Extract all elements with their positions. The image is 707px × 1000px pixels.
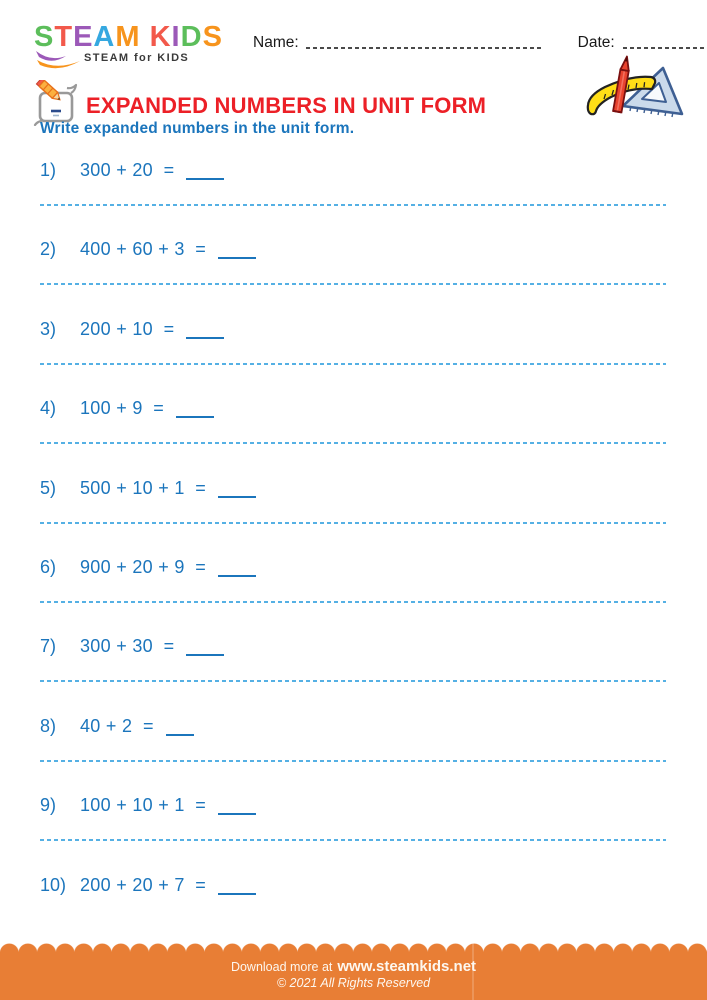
problem-expression: 300 + 30 = [80, 636, 175, 657]
problem-block [40, 237, 666, 316]
steam-kids-logo [34, 22, 223, 76]
problem-expression: 200 + 20 + 7 = [80, 874, 207, 895]
answer-blank[interactable] [218, 575, 256, 577]
copyright-text: © 2021 All Rights Reserved [276, 976, 431, 990]
problem-number: 2) [40, 239, 57, 260]
download-text: Download more at [230, 960, 333, 974]
dashed-separator [40, 601, 666, 603]
problem-block [40, 396, 666, 475]
website-link[interactable]: www.steamkids.net [337, 958, 477, 975]
name-fill-line[interactable] [306, 47, 542, 49]
problem-expression: 100 + 9 = [80, 398, 165, 419]
dashed-separator [40, 839, 666, 841]
answer-blank[interactable] [186, 654, 224, 656]
problem-number: 10) [40, 874, 67, 895]
page-title: EXPANDED NUMBERS IN UNIT FORM [86, 92, 487, 118]
footer-seam-line [472, 943, 474, 1000]
logo-letter: I [171, 21, 181, 53]
problem-block [40, 634, 666, 713]
problem-block [40, 873, 666, 952]
problem-number: 1) [40, 160, 57, 180]
problem-row [40, 476, 666, 500]
problem-block [40, 476, 666, 555]
problem-number: 4) [40, 398, 57, 419]
date-fill-line[interactable] [623, 47, 704, 49]
ruler-set-square-illustration [583, 50, 701, 141]
logo-wordmark [34, 22, 223, 52]
answer-blank[interactable] [218, 813, 256, 815]
logo-letter: M [115, 21, 141, 53]
answer-blank[interactable] [186, 337, 224, 339]
footer-scallop-edge [0, 943, 707, 953]
problem-row [40, 317, 666, 341]
dashed-separator [40, 283, 666, 285]
logo-letter: E [73, 21, 94, 53]
problem-number: 6) [40, 556, 57, 577]
problem-row [40, 237, 666, 261]
logo-tagline: STEAM for KIDS [84, 52, 190, 64]
problem-row [40, 793, 666, 817]
logo-letter: K [149, 21, 172, 53]
answer-blank[interactable] [218, 496, 256, 498]
dashed-separator [40, 204, 666, 206]
logo-letter: S [202, 21, 223, 53]
problem-expression: 300 + 20 = [80, 160, 175, 180]
problem-row [40, 634, 666, 658]
dashed-separator [40, 522, 666, 524]
answer-blank[interactable] [218, 893, 256, 895]
problem-block [40, 555, 666, 634]
problem-number: 7) [40, 636, 57, 657]
logo-letter: S [34, 21, 55, 53]
answer-blank[interactable] [218, 257, 256, 259]
footer-band [0, 952, 707, 1000]
dashed-separator [40, 442, 666, 444]
logo-letter: T [54, 21, 74, 53]
problem-block [40, 158, 666, 237]
logo-letter [141, 21, 150, 53]
problem-expression: 200 + 10 = [80, 318, 175, 339]
answer-blank[interactable] [166, 734, 195, 736]
problem-row [40, 714, 666, 738]
dashed-separator [40, 760, 666, 762]
problem-number: 8) [40, 715, 57, 736]
answer-blank[interactable] [176, 416, 214, 418]
problem-row [40, 158, 666, 182]
date-label: Date: [577, 34, 615, 51]
dashed-separator [40, 363, 666, 365]
problem-number: 5) [40, 477, 57, 498]
swoosh-icon [34, 49, 84, 76]
problem-block [40, 714, 666, 793]
problem-block [40, 317, 666, 396]
problem-block [40, 793, 666, 872]
dashed-separator [40, 680, 666, 682]
problem-expression: 400 + 60 + 3 = [80, 239, 207, 260]
problem-expression: 500 + 10 + 1 = [80, 477, 207, 498]
name-label: Name: [253, 34, 299, 51]
problem-row [40, 873, 666, 897]
problem-number: 3) [40, 318, 57, 339]
problem-expression: 100 + 10 + 1 = [80, 795, 207, 816]
problem-expression: 40 + 2 = [80, 715, 154, 736]
footer-download-line [0, 958, 707, 975]
problem-number: 9) [40, 795, 57, 816]
logo-letter: A [93, 21, 116, 53]
instruction-text: Write expanded numbers in the unit form. [40, 120, 355, 137]
logo-letter: D [180, 21, 203, 53]
problem-expression: 900 + 20 + 9 = [80, 556, 207, 577]
answer-blank[interactable] [186, 178, 224, 180]
problem-row [40, 555, 666, 579]
problem-row [40, 396, 666, 420]
problems-list [40, 158, 666, 952]
